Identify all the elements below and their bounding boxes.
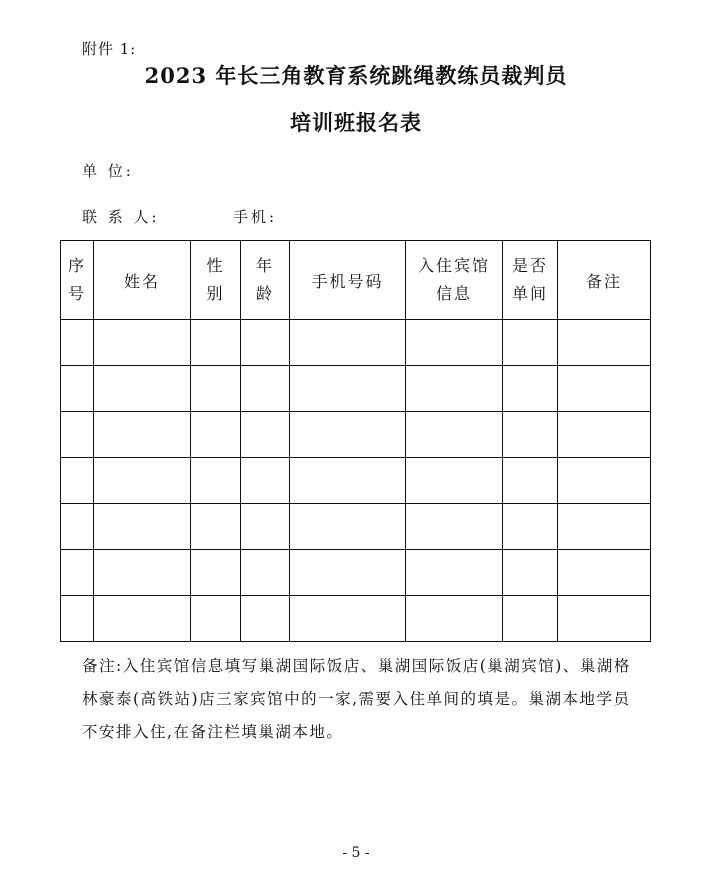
header-age: 年 龄 bbox=[241, 241, 290, 320]
table-cell bbox=[406, 366, 503, 412]
remarks-note: 备注:入住宾馆信息填写巢湖国际饭店、巢湖国际饭店(巢湖宾馆)、巢湖格林豪泰(高铁站)店三家宾馆中的一家,需要入住单间的填是。巢湖本地学员不安排入住,在备注栏填巢湖本地。 bbox=[82, 657, 631, 741]
table-cell bbox=[61, 596, 94, 642]
header-single-room: 是否 单间 bbox=[503, 241, 558, 320]
table-row bbox=[61, 504, 651, 550]
phone-label: 手机: bbox=[233, 208, 278, 226]
table-cell bbox=[94, 596, 191, 642]
table-cell bbox=[241, 412, 290, 458]
table-cell bbox=[191, 320, 241, 366]
table-cell bbox=[558, 458, 651, 504]
table-row bbox=[61, 320, 651, 366]
table-cell bbox=[290, 458, 406, 504]
header-hotel-info: 入住宾馆 信息 bbox=[406, 241, 503, 320]
table-cell bbox=[558, 412, 651, 458]
table-cell bbox=[558, 504, 651, 550]
table-cell bbox=[406, 412, 503, 458]
contact-person-label: 联 系 人: bbox=[82, 208, 160, 226]
table-cell bbox=[191, 366, 241, 412]
table-cell bbox=[61, 320, 94, 366]
header-mobile-number: 手机号码 bbox=[290, 241, 406, 320]
table-cell bbox=[61, 412, 94, 458]
document-title-line-1: 2023 年长三角教育系统跳绳教练员裁判员 bbox=[144, 63, 568, 88]
table-cell bbox=[503, 366, 558, 412]
table-cell bbox=[191, 458, 241, 504]
table-cell bbox=[558, 320, 651, 366]
table-row bbox=[61, 366, 651, 412]
table-cell bbox=[558, 596, 651, 642]
table-cell bbox=[94, 412, 191, 458]
table-cell bbox=[290, 366, 406, 412]
table-row bbox=[61, 596, 651, 642]
table-cell bbox=[241, 550, 290, 596]
table-cell bbox=[290, 550, 406, 596]
table-cell bbox=[241, 596, 290, 642]
table-cell bbox=[94, 504, 191, 550]
table-cell bbox=[191, 412, 241, 458]
table-cell bbox=[241, 458, 290, 504]
table-cell bbox=[558, 550, 651, 596]
table-header-row bbox=[61, 241, 651, 320]
table-cell bbox=[61, 504, 94, 550]
table-cell bbox=[406, 550, 503, 596]
table-row bbox=[61, 412, 651, 458]
header-remarks: 备注 bbox=[558, 241, 651, 320]
table-cell bbox=[558, 366, 651, 412]
table-cell bbox=[290, 412, 406, 458]
table-cell bbox=[94, 550, 191, 596]
table-cell bbox=[290, 596, 406, 642]
table-cell bbox=[406, 458, 503, 504]
header-serial-number: 序 号 bbox=[61, 241, 94, 320]
header-gender: 性 别 bbox=[191, 241, 241, 320]
table-cell bbox=[61, 366, 94, 412]
table-cell bbox=[94, 458, 191, 504]
table-cell bbox=[290, 504, 406, 550]
table-cell bbox=[503, 596, 558, 642]
table-cell bbox=[290, 320, 406, 366]
table-cell bbox=[241, 366, 290, 412]
table-cell bbox=[503, 504, 558, 550]
table-cell bbox=[503, 458, 558, 504]
table-row bbox=[61, 550, 651, 596]
table-cell bbox=[191, 596, 241, 642]
header-name: 姓名 bbox=[94, 241, 191, 320]
document-title-line-2: 培训班报名表 bbox=[290, 110, 422, 135]
unit-label: 单 位: bbox=[82, 162, 134, 180]
table-cell bbox=[241, 320, 290, 366]
table-cell bbox=[241, 504, 290, 550]
table-cell bbox=[503, 412, 558, 458]
registration-table bbox=[60, 240, 651, 642]
table-cell bbox=[406, 504, 503, 550]
table-cell bbox=[503, 320, 558, 366]
table-cell bbox=[406, 596, 503, 642]
table-cell bbox=[94, 366, 191, 412]
table-cell bbox=[61, 550, 94, 596]
table-cell bbox=[191, 504, 241, 550]
table-cell bbox=[191, 550, 241, 596]
attachment-label: 附件 1: bbox=[82, 40, 137, 58]
table-cell bbox=[61, 458, 94, 504]
page-number: - 5 - bbox=[342, 845, 370, 861]
table-cell bbox=[406, 320, 503, 366]
table-cell bbox=[94, 320, 191, 366]
table-row bbox=[61, 458, 651, 504]
table-cell bbox=[503, 550, 558, 596]
